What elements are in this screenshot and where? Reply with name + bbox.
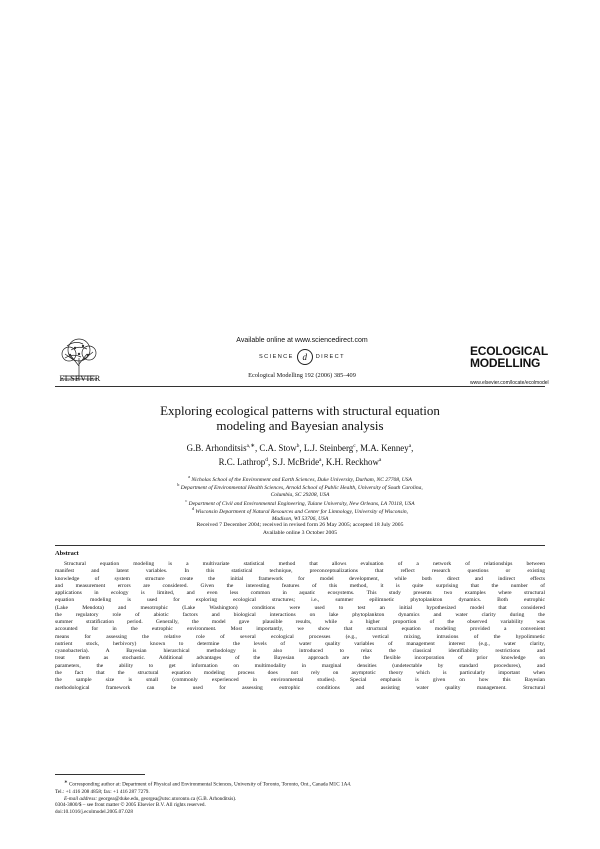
abstract-line: parameters, the ability to get information on multimodality in marginal densities (undetectable by standard procedures), and [55, 662, 545, 669]
author-name: G.B. Arhonditsis [186, 442, 247, 453]
tel-fax-text: Tel.: +1 416 208 4858; fax: +1 416 287 7279. [55, 788, 150, 795]
sciencedirect-right: DIRECT [315, 354, 345, 360]
author-affil-sup: b [296, 443, 300, 449]
journal-title-line2: MODELLING [470, 356, 541, 370]
received-dates: Received 7 December 2004; received in revised form 26 May 2005; accepted 18 July 2005 [196, 522, 404, 528]
corresponding-author-text: Corresponding author at: Department of Physical and Environmental Sciences, University of Toronto, Toronto, Ont., Canada M1C 1A4. [68, 781, 352, 788]
author-name: K.H. Reckhow [325, 456, 379, 467]
author-name: C.A. Stow [259, 442, 297, 453]
copyright-line: 0304-3800/$ – see front matter © 2005 Elsevier B.V. All rights reserved. [55, 802, 206, 808]
author-affil-sup: a [378, 456, 382, 463]
author-affil-sup: d [265, 456, 268, 463]
abstract-line: summer stratification period. Generally, the model gave plausible results, while a higher proportion of the observed variability was [55, 619, 545, 626]
abstract-line: applications in ecology is limited, and even less common in aquatic ecosystems. This study presents two examples where structural [55, 590, 545, 597]
abstract-line: cyanobacteria). A Bayesian hierarchical methodology is also introduced to relax the classical identifiability restrictions and [55, 648, 545, 655]
author-name: S.J. McBride [272, 456, 320, 467]
abstract-line: accounted for in the eutrophic environment. Most importantly, we show that structural equation modeling provided a convenient [55, 626, 545, 633]
abstract-line: the regulatory role of abiotic factors and biological interactions on lake phytoplankton dynamics and water clarity during the [55, 611, 545, 618]
affiliation-c: $^c$ Department of Civil and Environmental Engineering, Tulane University, New Orleans, LA 70118, USA [185, 498, 415, 507]
sciencedirect-left: SCIENCE [259, 354, 294, 360]
abstract-line: nutrient stock, herbivory) known to determine the levels of water quality variables of management interest (e.g., water clarity, [55, 640, 545, 647]
footnote-marker: ∗ [64, 779, 68, 784]
sciencedirect-at-icon: d [297, 349, 313, 365]
sciencedirect-logo [147, 349, 457, 365]
doi-line[interactable]: doi:10.1016/j.ecolmodel.2005.07.028 [55, 809, 133, 815]
article-title [80, 403, 520, 433]
affiliation-a: $^a$ Nicholas School of the Environment and Earth Sciences, Duke University, Durham, NC 27708, USA [188, 474, 412, 483]
author-name: L.J. Steinberg [303, 442, 354, 453]
affiliation-b: $^b$ Department of Environmental Health Sciences, Arnold School of Public Health, University of South Carolina, Columbia, SC 29208, USA [177, 482, 423, 499]
abstract-heading: Abstract [55, 550, 79, 557]
journal-title-line1: ECOLOGICAL [470, 344, 548, 358]
title-line-2: modeling and Bayesian analysis [216, 418, 384, 433]
publisher-name: ELSEVIER [59, 374, 101, 383]
affiliation-d: $^d$ Wisconsin Department of Natural Resources and Center for Limnology, University of Wisconsin, Madison, WI 53706, USA [191, 506, 409, 523]
email-label: E-mail address: [64, 795, 98, 802]
author-name: M.A. Kenney [360, 442, 409, 453]
abstract-body [55, 561, 545, 692]
title-line-1: Exploring ecological patterns with structural equation [160, 403, 440, 418]
author-affil-sup: a [319, 456, 322, 463]
author-line-1: G.B. Arhonditsis$^{a,∗}$, C.A. Stow$^b$, L.J. Steinberg$^c$, M.A. Kenney$^a$, [186, 442, 414, 453]
abstract-line: methodological framework can be used for assessing eutrophic conditions and assisting water quality management. Structural [55, 684, 545, 691]
journal-citation: Ecological Modelling 192 (2006) 385–409 [248, 372, 356, 379]
abstract-line: treat them as stochastic. Additional advantages of the Bayesian approach are the flexible incorporation of prior knowledge on [55, 655, 545, 662]
abstract-line: (Lake Mendota) and mesotrophic (Lake Washington) conditions were used to test an initial hypothesized model that considered [55, 604, 545, 611]
journal-logo [470, 345, 550, 369]
abstract-line: the fact that the structural equation modeling process does not rely on asymptotic theory which is particularly important when [55, 669, 545, 676]
author-affil-sup: a [408, 443, 412, 449]
abstract-line: manifest and latent variables. In this statistical technique, preconceptualizations that reflect research questions or existing [55, 568, 545, 575]
header-divider [55, 386, 545, 387]
author-affil-sup: a,∗ [246, 443, 255, 449]
abstract-line: Structural equation modeling is a multivariate statistical method that allows evaluation of a network of relationships between [64, 561, 545, 567]
author-name: R.C. Lathrop [218, 456, 266, 467]
author-list [100, 440, 500, 468]
abstract-line: means for assessing the relative role of several ecological processes (e.g., vertical mixing, intrusions of the hypolimnetic [55, 633, 545, 640]
abstract-line: and measurement errors are considered. Given the interesting features of this method, it is quite surprising that the number of [55, 582, 545, 589]
journal-url: www.elsevier.com/locate/ecolmodel [470, 380, 549, 386]
copyright-block [55, 802, 206, 816]
available-online-date: Available online 3 October 2005 [262, 529, 338, 536]
corresponding-author-footnote [55, 778, 545, 803]
abstract-top-divider [55, 545, 545, 546]
abstract-line: equation modeling is used for exploring ecological structures; i.e., summer epilimnetic phytoplankton dynamics. Both eutrophic [55, 597, 545, 604]
author-line-2: R.C. Lathrop$^d$, S.J. McBride$^a$, K.H. Reckhow$^a$ [218, 456, 382, 467]
author-affil-sup: c [353, 443, 356, 449]
abstract-line: the sample size is small (commonly experienced in environmental studies). Special emphasis is given on how this Bayesian [55, 677, 545, 684]
email-address[interactable]: georgea@duke.edu, georgea@utsc.utoronto.ca (G.B. Arhonditsis). [98, 795, 237, 802]
footnote-divider [55, 774, 145, 775]
article-history [80, 522, 520, 537]
available-online-text: Available online at www.sciencedirect.com [236, 337, 368, 344]
abstract-line: knowledge of system structure create the initial framework for model development, while both direct and indirect effects [55, 575, 545, 582]
